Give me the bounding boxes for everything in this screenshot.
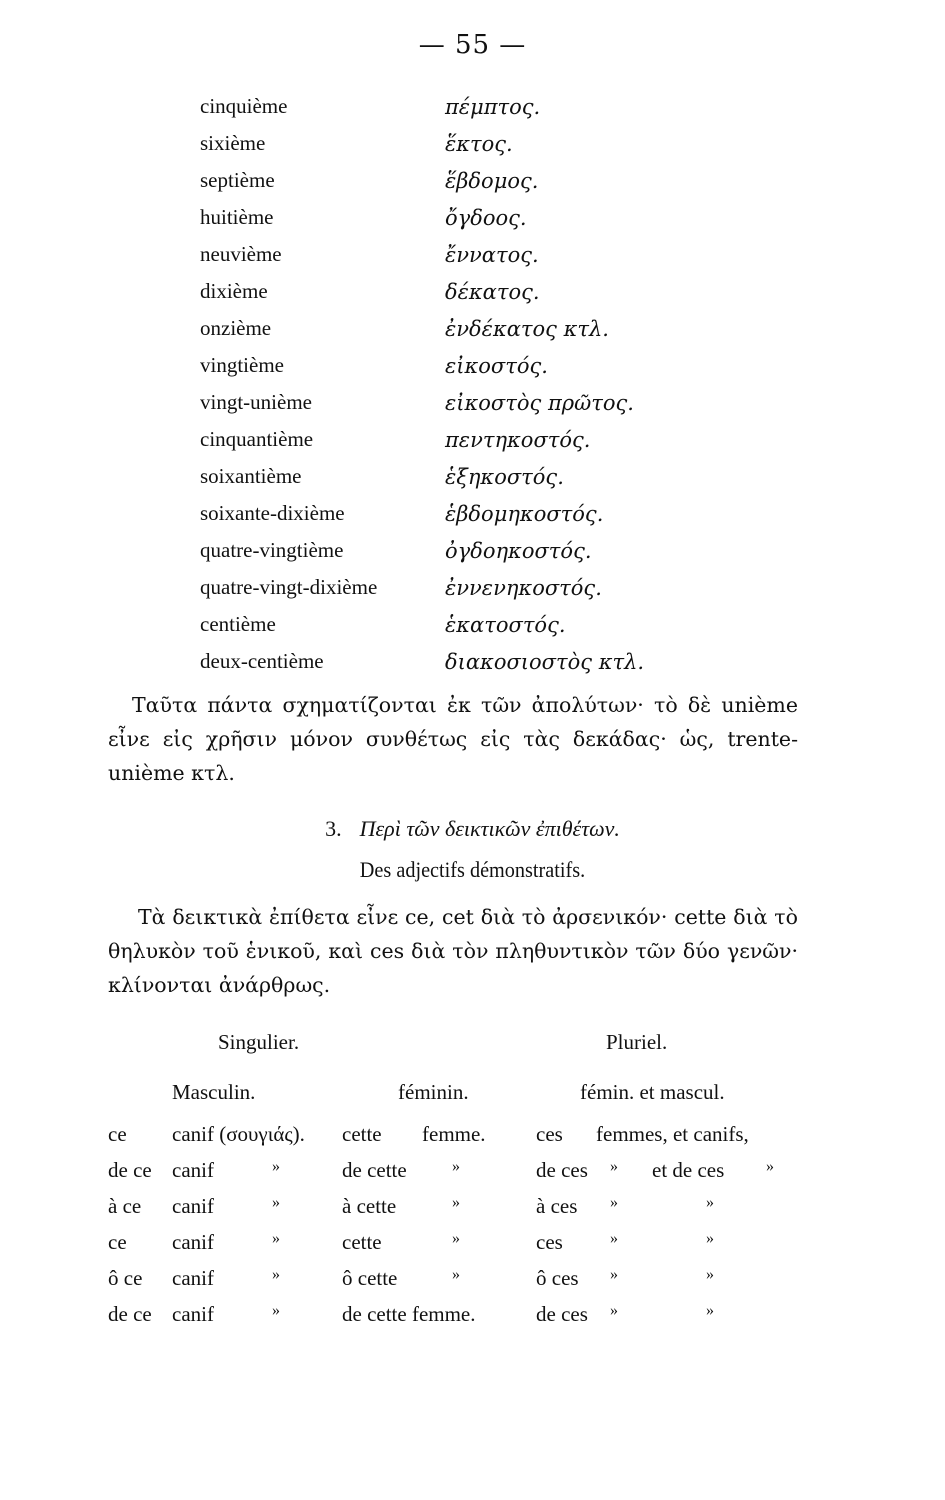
- ordinal-greek: εἰκοστός.: [445, 353, 548, 378]
- ordinal-greek: ὄγδοος.: [445, 205, 527, 230]
- plural-article: ces: [536, 1122, 563, 1146]
- plural-article: à ces: [536, 1194, 578, 1218]
- ditto-mark: »: [610, 1158, 618, 1175]
- ordinal-greek: ἑβδομηκοστός.: [445, 501, 604, 526]
- ordinal-greek: ἔννατος.: [445, 242, 539, 267]
- page-number: — 55 —: [418, 30, 527, 60]
- ditto-mark: »: [610, 1194, 618, 1211]
- ordinal-row: [200, 162, 800, 199]
- ditto-mark: »: [452, 1194, 460, 1211]
- ordinal-greek: ἐννενηκοστός.: [445, 575, 602, 600]
- section-title-greek: Περὶ τῶν δεικτικῶν ἐπιθέτων.: [359, 816, 620, 841]
- ditto-mark: »: [610, 1230, 618, 1247]
- ordinal-french: vingt-unième: [200, 390, 312, 414]
- ordinal-french: quatre-vingt-dixième: [200, 575, 378, 599]
- ordinal-greek: ἕκτος.: [445, 131, 513, 156]
- table-row: [108, 1194, 798, 1230]
- ordinal-row: [200, 347, 800, 384]
- ditto-mark: »: [706, 1302, 714, 1319]
- masc-article: de ce: [108, 1158, 152, 1182]
- feminine-label: féminin.: [398, 1080, 469, 1104]
- ditto-mark: »: [272, 1194, 280, 1211]
- ditto-mark: »: [706, 1230, 714, 1247]
- masc-article: à ce: [108, 1194, 142, 1218]
- ordinal-french: quatre-vingtième: [200, 538, 344, 562]
- ordinal-french: centième: [200, 612, 276, 636]
- fem-article: cette: [342, 1230, 382, 1254]
- ordinal-list: [200, 88, 800, 680]
- plural-article: ces: [536, 1230, 563, 1254]
- ordinal-row: [200, 273, 800, 310]
- masc-noun: canif (σουγιάς).: [172, 1122, 305, 1146]
- ordinal-row: [200, 606, 800, 643]
- ditto-mark: »: [272, 1230, 280, 1247]
- ditto-mark: »: [452, 1230, 460, 1247]
- fem-article: de cette: [342, 1158, 407, 1182]
- fem-article: à cette: [342, 1194, 397, 1218]
- table-row: [108, 1122, 798, 1158]
- section-heading-french: Des adjectifs démonstratifs.: [359, 857, 586, 882]
- singular-label: Singulier.: [218, 1030, 300, 1054]
- ordinal-row: [200, 495, 800, 532]
- ditto-mark: »: [452, 1266, 460, 1283]
- ditto-mark: »: [272, 1266, 280, 1283]
- plural-article: de ces: [536, 1158, 588, 1182]
- masc-article: ce: [108, 1122, 127, 1146]
- ordinal-row: [200, 532, 800, 569]
- ordinal-row: [200, 310, 800, 347]
- masc-noun: canif: [172, 1194, 214, 1218]
- ordinal-greek: εἰκοστὸς πρῶτος.: [445, 390, 634, 415]
- plural-label: Pluriel.: [606, 1030, 668, 1054]
- ordinal-greek: δέκατος.: [445, 279, 540, 304]
- ordinal-row: [200, 458, 800, 495]
- masc-article: ce: [108, 1230, 127, 1254]
- ordinal-french: cinquième: [200, 94, 288, 118]
- plural-extra: et de ces: [652, 1158, 725, 1182]
- ordinal-french: vingtième: [200, 353, 284, 377]
- ditto-mark: »: [766, 1158, 774, 1175]
- ordinal-french: deux-centième: [200, 649, 324, 673]
- fem-noun: femme.: [422, 1122, 486, 1146]
- ordinal-french: dixième: [200, 279, 268, 303]
- ditto-mark: »: [706, 1266, 714, 1283]
- ordinal-greek: ἑκατοστός.: [445, 612, 566, 637]
- ditto-mark: »: [272, 1158, 280, 1175]
- section-number: 3.: [325, 816, 342, 841]
- ordinal-greek: ἐνδέκατος κτλ.: [445, 316, 609, 341]
- ordinal-greek: πέμπτος.: [445, 94, 541, 119]
- ordinal-french: soixante-dixième: [200, 501, 345, 525]
- ordinal-row: [200, 569, 800, 606]
- ordinal-row: [200, 125, 800, 162]
- masc-noun: canif: [172, 1302, 214, 1326]
- ordinal-french: cinquantième: [200, 427, 314, 451]
- ordinal-french: soixantième: [200, 464, 302, 488]
- ditto-mark: »: [610, 1266, 618, 1283]
- plural-article: ô ces: [536, 1266, 579, 1290]
- plural-article: de ces: [536, 1302, 588, 1326]
- ditto-mark: »: [272, 1302, 280, 1319]
- paragraph-demonstratives: Τὰ δεικτικὰ ἐπίθετα εἶνε ce, cet διὰ τὸ ἀρσενικόν· cette διὰ τὸ θηλυκὸν τοῦ ἑνικοῦ, καὶ ces διὰ τὸν πληθυντικὸν τῶν δύο γενῶν· κλίνονται ἀνάρθρως.: [108, 905, 798, 997]
- ordinal-greek: ἕβδομος.: [445, 168, 539, 193]
- ordinal-french: septième: [200, 168, 275, 192]
- ordinal-greek: πεντηκοστός.: [445, 427, 591, 452]
- plural-noun: femmes, et canifs,: [596, 1122, 749, 1146]
- ordinal-row: [200, 236, 800, 273]
- masc-article: de ce: [108, 1302, 152, 1326]
- ordinal-greek: διακοσιοστὸς κτλ.: [445, 649, 645, 674]
- paragraph-ordinals-note: Ταῦτα πάντα σχηματίζονται ἐκ τῶν ἀπολύτων· τὸ δὲ unième εἶνε εἰς χρῆσιν μόνον συνθέτως εἰς τὰς δεκάδας· ὡς, trente-unième κτλ.: [108, 693, 798, 785]
- ordinal-row: [200, 643, 800, 680]
- table-row: [108, 1266, 798, 1302]
- declension-table: [108, 1122, 798, 1338]
- table-row: [108, 1230, 798, 1266]
- fem-article: ô cette: [342, 1266, 398, 1290]
- ordinal-greek: ἑξηκοστός.: [445, 464, 564, 489]
- fem-article: cette: [342, 1122, 382, 1146]
- masc-article: ô ce: [108, 1266, 143, 1290]
- fem-article: de cette femme.: [342, 1302, 476, 1326]
- masculine-label: Masculin.: [172, 1080, 256, 1104]
- section-heading-greek: [0, 816, 945, 842]
- table-row: [108, 1302, 798, 1338]
- masc-noun: canif: [172, 1266, 214, 1290]
- ditto-mark: »: [452, 1158, 460, 1175]
- ordinal-row: [200, 421, 800, 458]
- ordinal-french: onzième: [200, 316, 272, 340]
- table-row: [108, 1158, 798, 1194]
- ordinal-french: sixième: [200, 131, 266, 155]
- ordinal-french: huitième: [200, 205, 274, 229]
- ordinal-row: [200, 88, 800, 125]
- masc-noun: canif: [172, 1230, 214, 1254]
- ordinal-row: [200, 199, 800, 236]
- ordinal-greek: ὀγδοηκοστός.: [445, 538, 592, 563]
- plural-gender-label: fémin. et mascul.: [580, 1080, 725, 1104]
- ditto-mark: »: [706, 1194, 714, 1211]
- masc-noun: canif: [172, 1158, 214, 1182]
- ordinal-french: neuvième: [200, 242, 282, 266]
- ditto-mark: »: [610, 1302, 618, 1319]
- ordinal-row: [200, 384, 800, 421]
